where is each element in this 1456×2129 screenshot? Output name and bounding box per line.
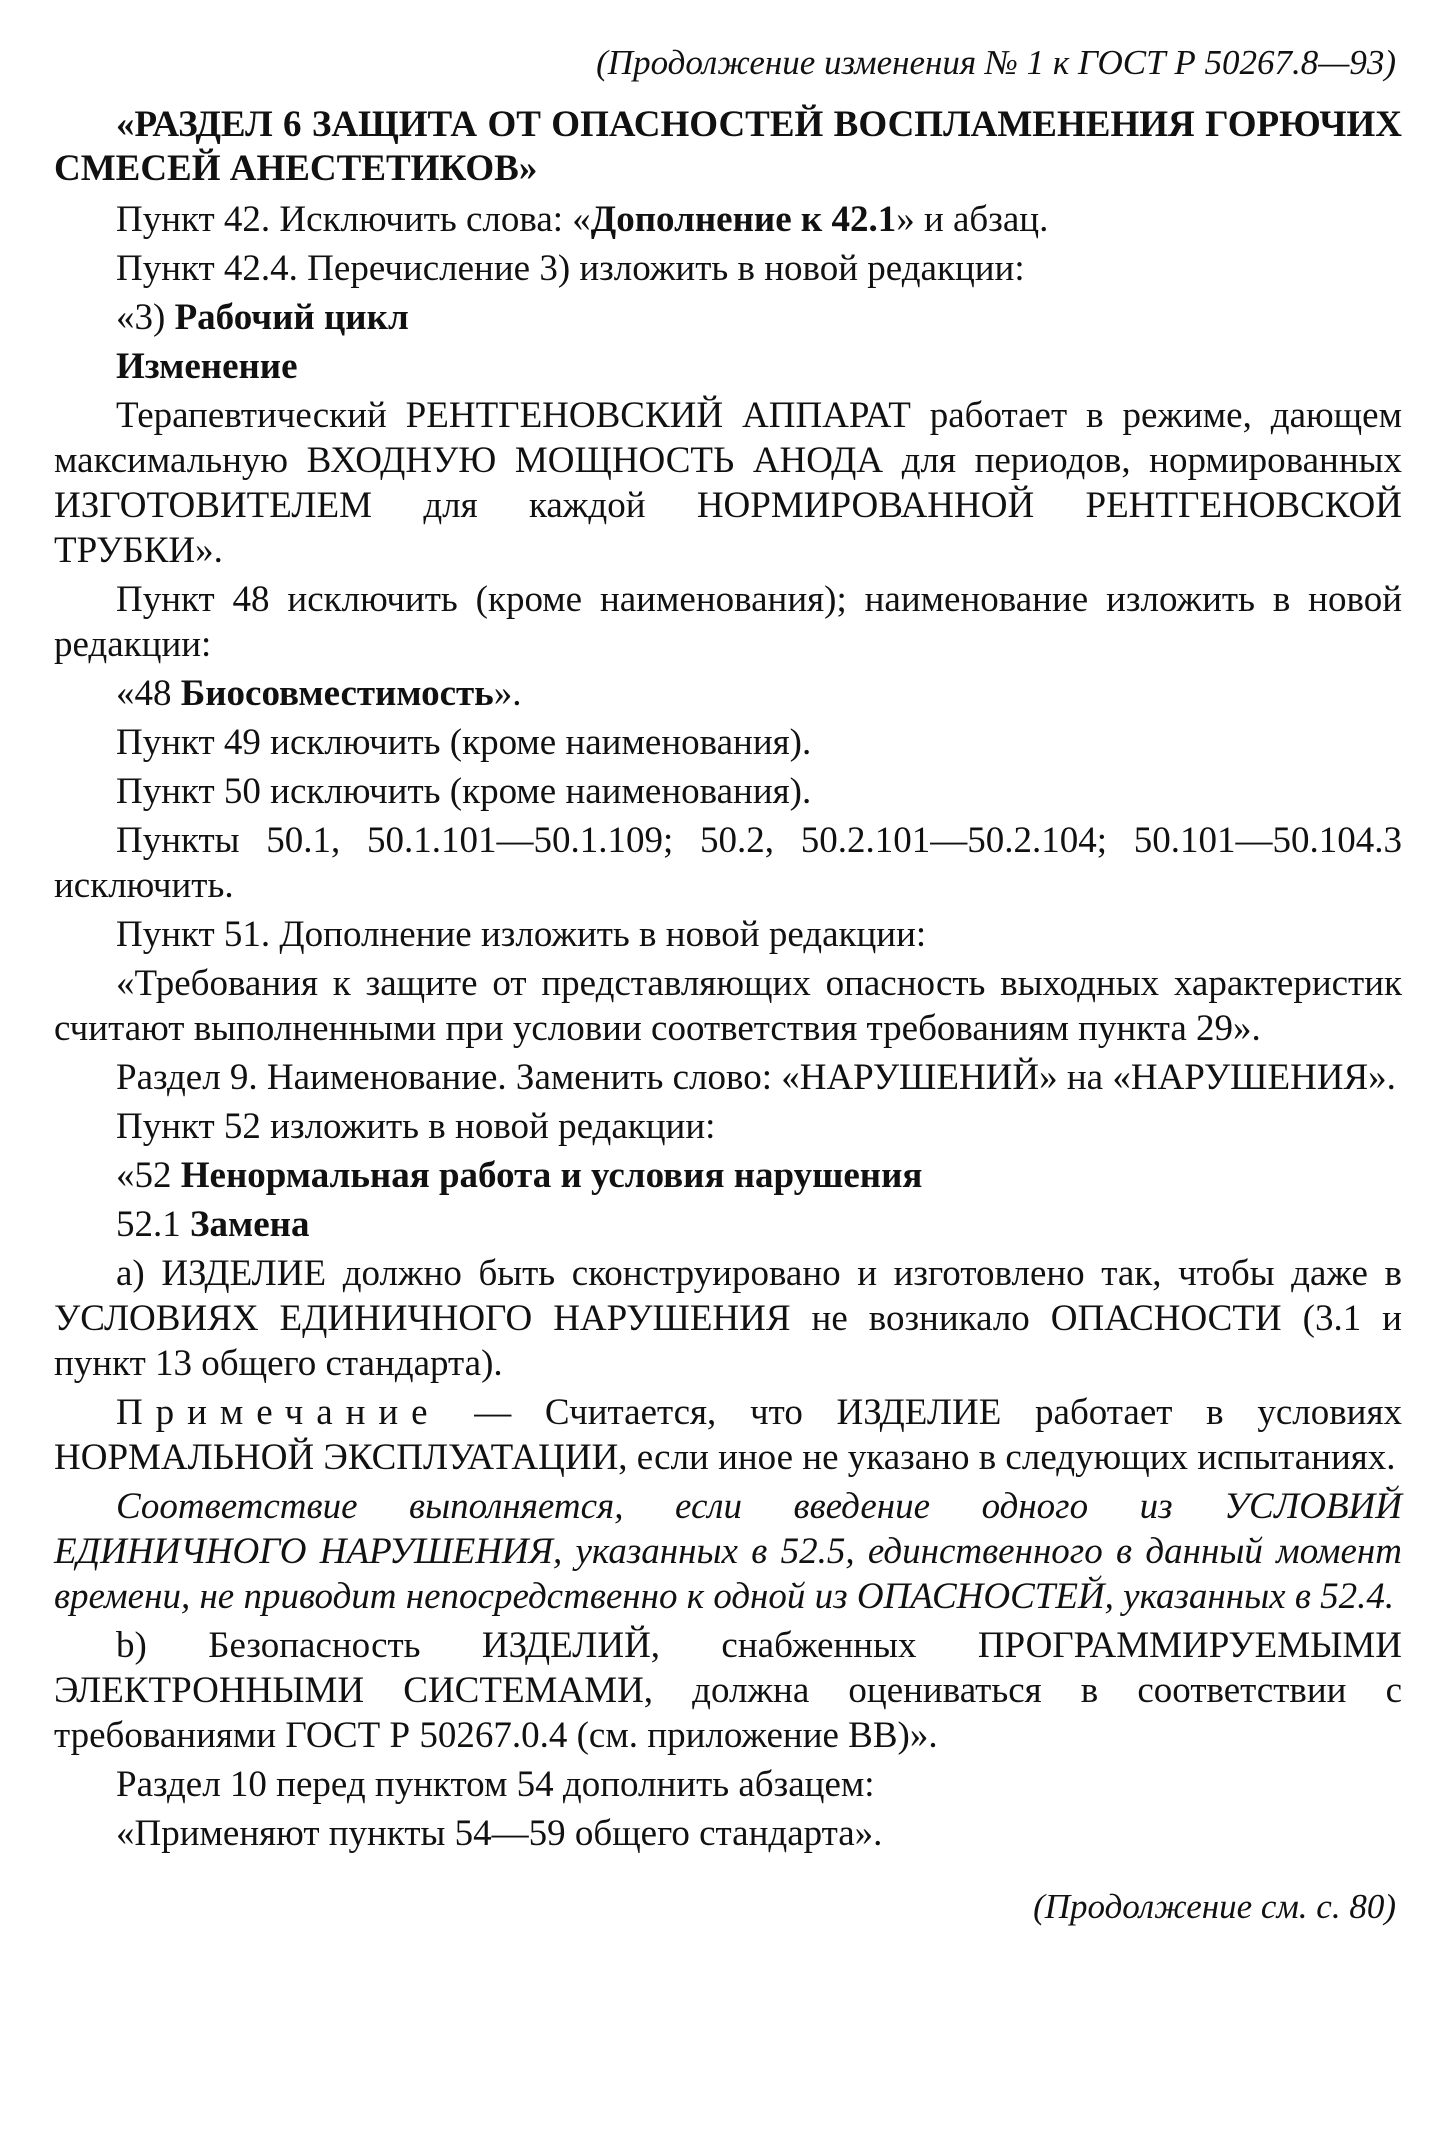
paragraph-change-label bbox=[54, 344, 1402, 389]
paragraph-compliance: Соответствие выполняется, если введение одного из УСЛОВИЙ ЕДИНИЧНОГО НАРУШЕНИЯ, указанных в 52.5, единственного в данный момент времени, не приводит непосредственно к одной из ОПАСНОСТЕЙ, указанных в 52.4. bbox=[54, 1486, 1402, 1617]
paragraph-item-52: Пункт 52 изложить в новой редакции: bbox=[116, 1106, 716, 1147]
section-title: «РАЗДЕЛ 6 ЗАЩИТА ОТ ОПАСНОСТЕЙ ВОСПЛАМЕНЕНИЯ ГОРЮЧИХ СМЕСЕЙ АНЕСТЕТИКОВ» bbox=[54, 104, 1402, 189]
text-run: » и абзац. bbox=[896, 199, 1049, 240]
running-header: (Продолжение изменения № 1 к ГОСТ Р 50267.8—93) bbox=[596, 43, 1396, 82]
paragraph-therapy: Терапевтический РЕНТГЕНОВСКИЙ АППАРАТ работает в режиме, дающем максимальную ВХОДНУЮ МОЩНОСТЬ АНОДА для периодов, нормированных ИЗГОТОВИТЕЛЕМ для каждой НОРМИРОВАННОЙ РЕНТГЕНОВСКОЙ ТРУБКИ». bbox=[54, 395, 1402, 571]
text-run: «52 bbox=[116, 1155, 181, 1196]
paragraph-item-b: b) Безопасность ИЗДЕЛИЙ, снабженных ПРОГРАММИРУЕМЫМИ ЭЛЕКТРОННЫМИ СИСТЕМАМИ, должна оцениваться в соответствии с требованиями ГОСТ Р 50267.0.4 (см. приложение ВВ)». bbox=[54, 1625, 1402, 1756]
bold-term: Рабочий цикл bbox=[174, 297, 409, 338]
text-run: «48 bbox=[116, 673, 181, 714]
paragraph-item-51-text: «Требования к защите от представляющих опасность выходных характеристик считают выполненными при условии соответствия требованиям пункта 29». bbox=[54, 963, 1402, 1049]
paragraph-section-10-text: «Применяют пункты 54—59 общего стандарта». bbox=[116, 1813, 883, 1854]
paragraph-item-42-4: Пункт 42.4. Перечисление 3) изложить в новой редакции: bbox=[116, 248, 1025, 289]
bold-term: Замена bbox=[190, 1204, 310, 1245]
paragraph-item-51: Пункт 51. Дополнение изложить в новой редакции: bbox=[116, 914, 927, 955]
page-content bbox=[54, 40, 1402, 1929]
paragraph-section-9: Раздел 9. Наименование. Заменить слово: «НАРУШЕНИЙ» на «НАРУШЕНИЯ». bbox=[116, 1057, 1396, 1098]
paragraph-item-52-title bbox=[54, 1153, 1402, 1198]
bold-term: Изменение bbox=[116, 346, 298, 387]
bold-term: Биосовместимость bbox=[180, 673, 494, 714]
paragraph-item-49: Пункт 49 исключить (кроме наименования). bbox=[116, 722, 812, 763]
text-run: — Считается, что ИЗДЕЛИЕ работает в условиях НОРМАЛЬНОЙ ЭКСПЛУАТАЦИИ, если иное не указано в следующих испытаниях. bbox=[54, 1392, 1402, 1478]
note-label: Примечание bbox=[116, 1392, 441, 1433]
bold-term: Ненормальная работа и условия нарушения bbox=[180, 1155, 923, 1196]
paragraph-items-50-list: Пункты 50.1, 50.1.101—50.1.109; 50.2, 50.2.101—50.2.104; 50.101—50.104.3 исключить. bbox=[54, 820, 1402, 906]
text-run: «3) bbox=[116, 297, 175, 338]
paragraph-biocompat bbox=[54, 671, 1402, 716]
text-run: Пункт 42. Исключить слова: « bbox=[116, 199, 591, 240]
paragraph-item-50: Пункт 50 исключить (кроме наименования). bbox=[116, 771, 812, 812]
paragraph-item-42 bbox=[54, 197, 1402, 242]
paragraph-item-48: Пункт 48 исключить (кроме наименования); наименование изложить в новой редакции: bbox=[54, 579, 1402, 665]
paragraph-note bbox=[54, 1390, 1402, 1480]
paragraph-item-a: а) ИЗДЕЛИЕ должно быть сконструировано и изготовлено так, чтобы даже в УСЛОВИЯХ ЕДИНИЧНОГО НАРУШЕНИЯ не возникало ОПАСНОСТИ (3.1 и пункт 13 общего стандарта). bbox=[54, 1253, 1402, 1384]
running-footer: (Продолжение см. с. 80) bbox=[1033, 1887, 1396, 1926]
paragraph-item-52-1 bbox=[54, 1202, 1402, 1247]
bold-term: Дополнение к 42.1 bbox=[590, 199, 897, 240]
paragraph-work-cycle bbox=[54, 295, 1402, 340]
text-run: 52.1 bbox=[116, 1204, 190, 1245]
paragraph-section-10: Раздел 10 перед пунктом 54 дополнить абзацем: bbox=[116, 1764, 875, 1805]
text-run: ». bbox=[493, 673, 522, 714]
